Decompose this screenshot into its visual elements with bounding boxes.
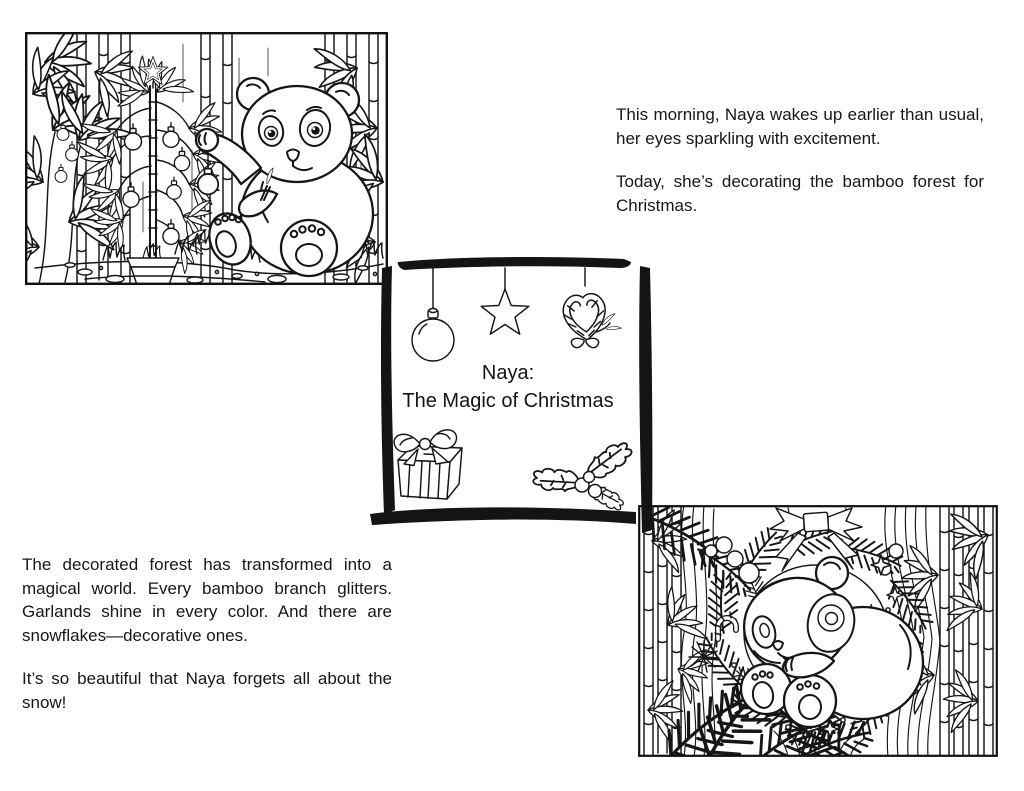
bauble-ornament-icon: [412, 268, 454, 361]
panda-foot-right: [281, 220, 337, 276]
story-text-top-right: [616, 103, 984, 217]
panda-foot-right: [784, 675, 836, 727]
star-ornament-icon: [481, 268, 529, 334]
story-paragraph: The decorated forest has transformed into a magical world. Every bamboo branch glitters. Garlands shine in every color. And there are snowflakes—decorative ones.: [22, 555, 392, 645]
book-title: [376, 359, 640, 415]
story-paragraph: It’s so beautiful that Naya forgets all about the snow!: [22, 669, 392, 712]
bamboo-forest-background: [25, 32, 388, 285]
gift-icon: [394, 430, 462, 499]
book-title-line1: Naya:: [481, 362, 535, 384]
story-paragraph: This morning, Naya wakes up earlier than usual, her eyes sparkling with excitement.: [616, 105, 984, 148]
holly-icon: [533, 438, 635, 513]
story-text-bottom-left: [22, 553, 392, 714]
tree-bauble-icon: [125, 124, 142, 150]
tree-pot: [127, 258, 179, 285]
coloring-illustration-wreath-scene: [638, 505, 998, 757]
book-title-line2: The Magic of Christmas: [402, 390, 614, 412]
story-paragraph: Today, she’s decorating the bamboo forest for Christmas.: [616, 172, 984, 215]
heart-wreath-icon: [563, 268, 621, 348]
book-title-card: [368, 252, 660, 542]
coloring-illustration-decorating-scene: [25, 32, 388, 285]
